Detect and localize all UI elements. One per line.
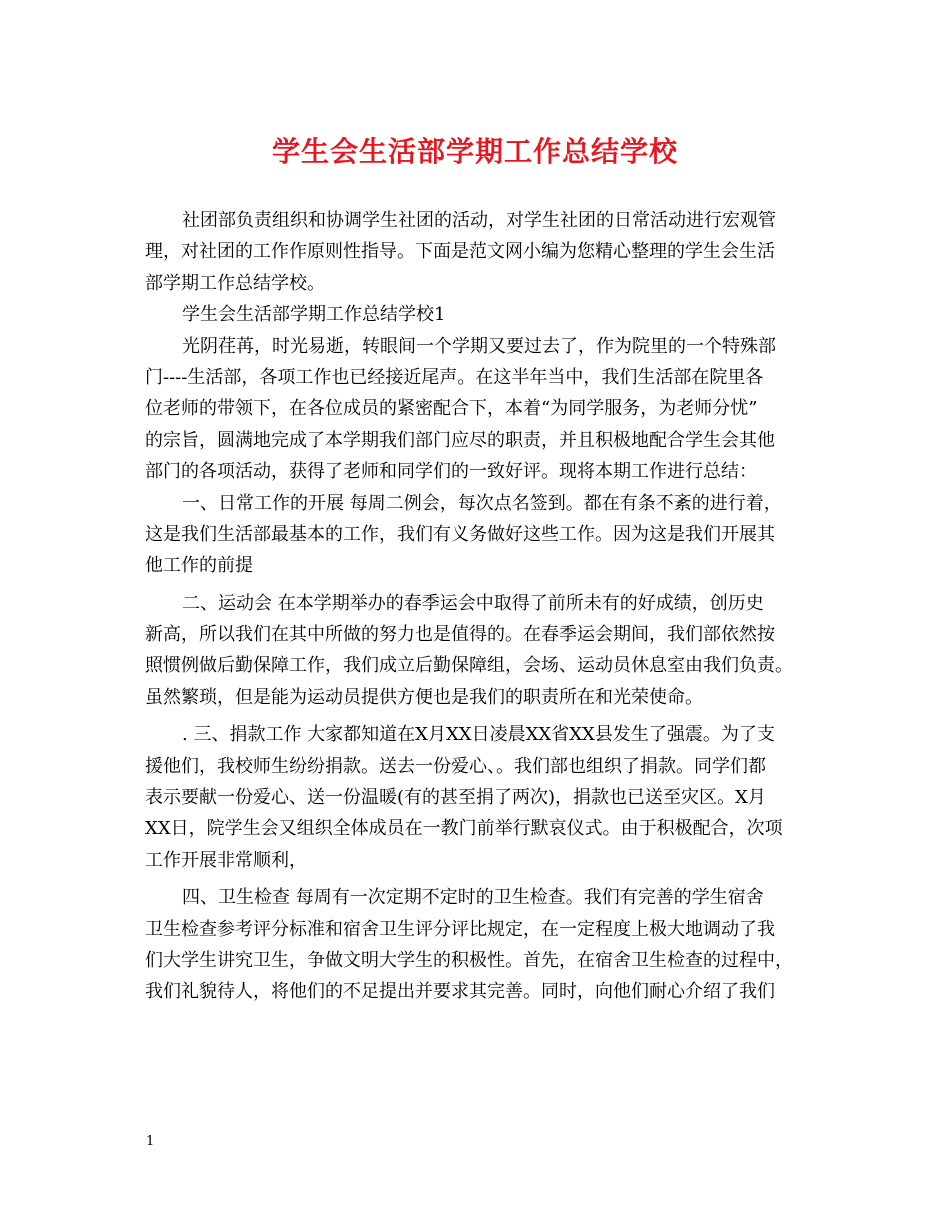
paragraph-line: 位老师的带领下，在各位成员的紧密配合下，本着“为同学服务，为老师分忧” <box>145 398 758 420</box>
paragraph-line: 部学期工作总结学校。 <box>145 272 325 294</box>
document-body <box>145 205 805 1008</box>
paragraph-line: 虽然繁琐，但是能为运动员提供方便也是我们的职责所在和光荣使命。 <box>145 686 703 708</box>
paragraph-line: 部门的各项活动，获得了老师和同学们的一致好评。现将本期工作进行总结： <box>145 461 757 483</box>
paragraph-line: 他工作的前提 <box>145 555 253 577</box>
paragraph-line: 援他们，我校师生纷纷捐款。送去一份爱心、。我们部也组织了捐款。同学们都 <box>145 755 766 777</box>
paragraph-line: 表示要献一份爱心、送一份温暖(有的甚至捐了两次)，捐款也已送至灾区。X月 <box>145 787 766 809</box>
paragraph-line: . 三、捐款工作 大家都知道在X月XX日凌晨XX省XX县发生了强震。为了支 <box>182 724 775 746</box>
paragraph-line: XX日，院学生会又组织全体成员在一教门前举行默哀仪式。由于积极配合，次项 <box>145 818 783 840</box>
paragraph-line: 新高，所以我们在其中所做的努力也是值得的。在春季运会期间，我们部依然按 <box>145 624 775 646</box>
paragraph-line: 二、运动会 在本学期举办的春季运会中取得了前所未有的好成绩，创历史 <box>182 592 764 614</box>
paragraph-line: 的宗旨，圆满地完成了本学期我们部门应尽的职责，并且积极地配合学生会其他 <box>145 429 775 451</box>
document-title: 学生会生活部学期工作总结学校 <box>271 135 678 168</box>
paragraph-line: 照惯例做后勤保障工作，我们成立后勤保障组，会场、运动员休息室由我们负责。 <box>145 655 793 677</box>
paragraph-line: 们大学生讲究卫生，争做文明大学生的积极性。首先，在宿舍卫生检查的过程中， <box>145 949 793 971</box>
paragraph-line: 光阴荏苒，时光易逝，转眼间一个学期又要过去了，作为院里的一个特殊部 <box>182 335 776 357</box>
paragraph-line: 卫生检查参考评分标准和宿舍卫生评分评比规定，在一定程度上极大地调动了我 <box>145 918 775 940</box>
paragraph-line: 我们礼貌待人，将他们的不足提出并要求其完善。同时，向他们耐心介绍了我们 <box>145 981 775 1003</box>
paragraph-line: 社团部负责组织和协调学生社团的活动，对学生社团的日常活动进行宏观管 <box>182 210 776 231</box>
paragraph-line: 门----生活部，各项工作也已经接近尾声。在这半年当中，我们生活部在院里各 <box>145 366 764 388</box>
paragraph-line: 这是我们生活部最基本的工作，我们有义务做好这些工作。因为这是我们开展其 <box>145 523 775 545</box>
paragraph-line: 四、卫生检查 每周有一次定期不定时的卫生检查。我们有完善的学生宿舍 <box>182 887 764 909</box>
page-number: 1 <box>146 1134 155 1149</box>
paragraph-line: 工作开展非常顺利， <box>145 849 307 871</box>
paragraph-line: 理，对社团的工作作原则性指导。下面是范文网小编为您精心整理的学生会生活 <box>145 241 775 263</box>
paragraph-line: 一、日常工作的开展 每周二例会，每次点名签到。都在有条不紊的进行着， <box>182 492 782 514</box>
section-heading: 学生会生活部学期工作总结学校1 <box>182 304 446 326</box>
